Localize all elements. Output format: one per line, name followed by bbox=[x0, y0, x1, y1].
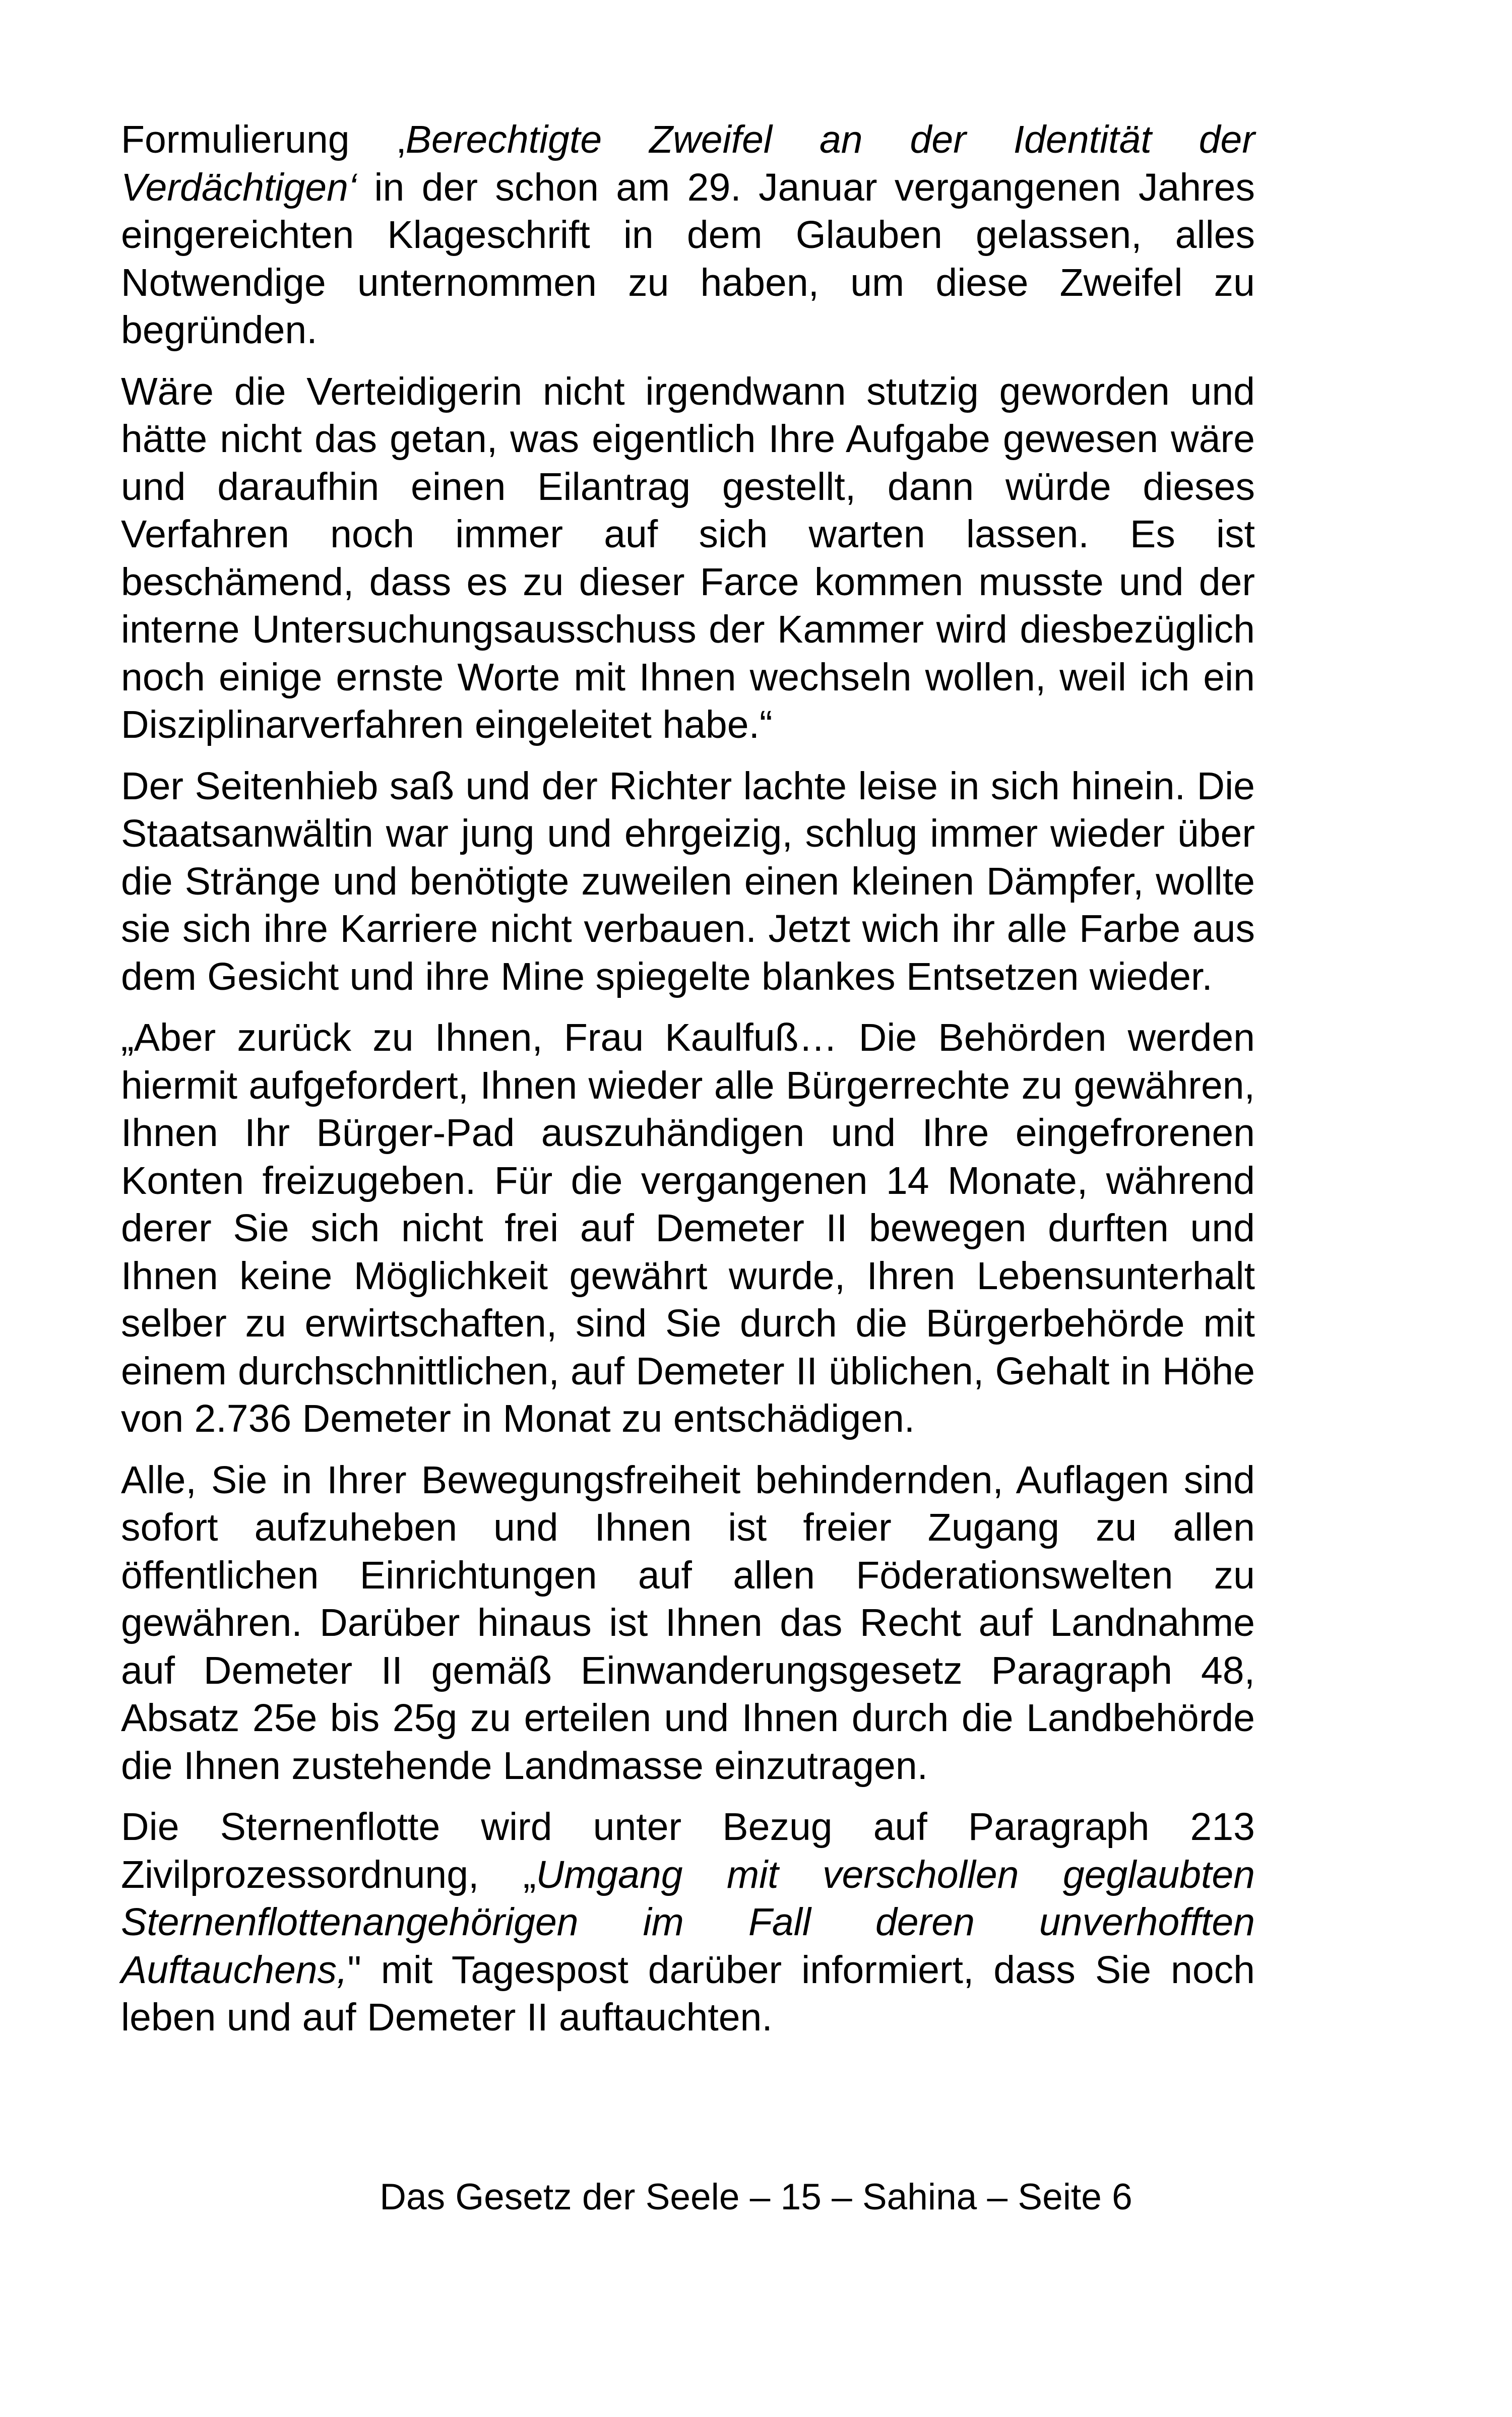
paragraph-text: Die Sternenflotte wird unter Bezug auf Paragraph 213 Zivilprozessordnung, „ bbox=[121, 1805, 1255, 1896]
paragraph-text: " mit Tagespost darüber informiert, dass Sie noch leben und auf Demeter II auftauchten. bbox=[121, 1948, 1255, 2039]
paragraph-text: Alle, Sie in Ihrer Bewegungsfreiheit behindernden, Auflagen sind sofort aufzuheben und Ihnen ist freier Zugang zu allen öffentlichen Einrichtungen auf allen Föderationswelten zu gewähren. Darüber hinaus ist Ihnen das Recht auf Landnahme auf Demeter II gemäß Einwanderungsgesetz Paragraph 48, Absatz 25e bis 25g zu erteilen und Ihnen durch die Landbehörde die Ihnen zustehende Landmasse einzutragen. bbox=[121, 1458, 1255, 1788]
paragraph-italic-text: Berechtigte Zweifel an der Identität der Verdächtigen‘ bbox=[121, 118, 1255, 209]
paragraph-2 bbox=[121, 368, 1255, 749]
paragraph-text: „Aber zurück zu Ihnen, Frau Kaulfuß… Die Behörden werden hiermit aufgefordert, Ihnen wieder alle Bürgerrechte zu gewähren, Ihnen Ihr Bürger-Pad auszuhändigen und Ihre eingefrorenen Konten freizugeben. Für die vergangenen 14 Monate, während derer Sie sich nicht frei auf Demeter II bewegen durften und Ihnen keine Möglichkeit gewährt wurde, Ihren Lebensunterhalt selber zu erwirtschaften, sind Sie durch die Bürgerbehörde mit einem durchschnittlichen, auf Demeter II üblichen, Gehalt in Höhe von 2.736 Demeter in Monat zu entschädigen. bbox=[121, 1016, 1255, 1440]
page-body bbox=[121, 116, 1255, 2055]
paragraph-italic-text: Umgang mit verschollen geglaubten Sternenflottenangehörigen im Fall deren unverhofften Auftauchens, bbox=[121, 1853, 1255, 1992]
paragraph-5 bbox=[121, 1456, 1255, 1790]
page-footer: Das Gesetz der Seele – 15 – Sahina – Seite 6 bbox=[380, 2177, 1132, 2217]
paragraph-text: Formulierung ‚ bbox=[121, 118, 406, 161]
paragraph-1 bbox=[121, 116, 1255, 354]
paragraph-text: Der Seitenhieb saß und der Richter lachte leise in sich hinein. Die Staatsanwältin war jung und ehrgeizig, schlug immer wieder über die Stränge und benötigte zuweilen einen kleinen Dämpfer, wollte sie sich ihre Karriere nicht verbauen. Jetzt wich ihr alle Farbe aus dem Gesicht und ihre Mine spiegelte blankes Entsetzen wieder. bbox=[121, 764, 1255, 998]
paragraph-6 bbox=[121, 1803, 1255, 2042]
paragraph-3 bbox=[121, 762, 1255, 1001]
paragraph-text: in der schon am 29. Januar vergangenen Jahres eingereichten Klageschrift in dem Glauben gelassen, alles Notwendige unternommen zu haben, um diese Zweifel zu begründen. bbox=[121, 165, 1255, 352]
paragraph-4 bbox=[121, 1014, 1255, 1443]
paragraph-text: Wäre die Verteidigerin nicht irgendwann stutzig geworden und hätte nicht das getan, was eigentlich Ihre Aufgabe gewesen wäre und daraufhin einen Eilantrag gestellt, dann würde dieses Verfahren noch immer auf sich warten lassen. Es ist beschämend, dass es zu dieser Farce kommen musste und der interne Untersuchungsausschuss der Kammer wird diesbezüglich noch einige ernste Worte mit Ihnen wechseln wollen, weil ich ein Disziplinarverfahren eingeleitet habe.“ bbox=[121, 369, 1255, 746]
